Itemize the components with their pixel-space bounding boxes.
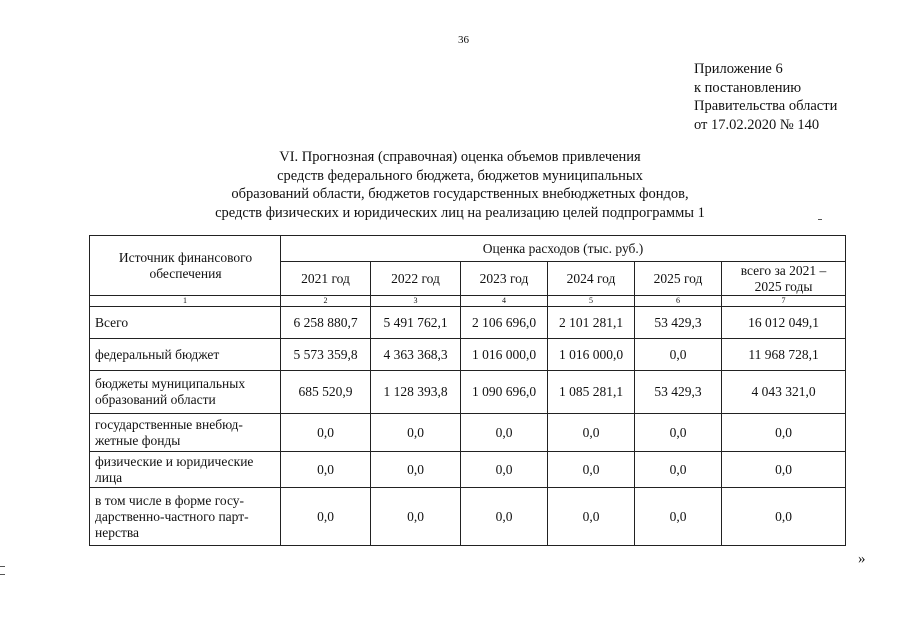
row-label-cell [90,371,281,414]
section-title [190,148,730,222]
title-line: средств физических и юридических лиц на реализацию целей подпрограммы 1 [215,204,705,221]
value-cell: 16 012 049,1 [722,307,846,339]
value-cell: 0,0 [548,488,635,546]
row-label-line: физические и юридические [95,453,254,469]
appendix-block [694,60,837,134]
value-cell: 2 106 696,0 [461,307,548,339]
budget-table [89,235,846,546]
value-cell: 0,0 [722,414,846,452]
row-label-line: бюджеты муниципальных [95,376,246,391]
row-label-cell [90,488,281,546]
total-header-line: всего за 2021 – [740,262,827,278]
value-cell: 5 491 762,1 [371,307,461,339]
source-header-cell [90,236,281,296]
appendix-line: Правительства области [694,98,838,114]
margin-mark [0,566,5,567]
value-cell: 11 968 728,1 [722,339,846,371]
row-label-line: лица [95,469,123,485]
value-cell: 0,0 [635,452,722,488]
header-row [90,236,846,262]
page-number: 36 [458,34,469,46]
scan-tick-mark [818,219,822,220]
title-line: VI. Прогнозная (справочная) оценка объемов привлечения [279,149,641,165]
year-header-cell: 2023 год [461,262,548,296]
title-line: средств федерального бюджета, бюджетов муниципальных [277,167,643,184]
value-cell: 0,0 [722,488,846,546]
value-cell: 5 573 359,8 [281,339,371,371]
row-label-line: жетные фонды [95,432,181,448]
value-cell: 0,0 [281,488,371,546]
column-number-cell: 7 [722,296,846,307]
column-number-cell: 2 [281,296,371,307]
value-cell: 0,0 [722,452,846,488]
row-label-line: государственные внебюд- [95,416,243,432]
value-cell: 0,0 [635,414,722,452]
value-cell: 1 090 696,0 [461,371,548,414]
column-number-cell: 5 [548,296,635,307]
value-cell: 0,0 [461,488,548,546]
year-header-cell: 2022 год [371,262,461,296]
value-cell: 6 258 880,7 [281,307,371,339]
value-cell: 0,0 [371,488,461,546]
value-cell: 0,0 [371,414,461,452]
value-cell: 0,0 [548,414,635,452]
closing-quote: » [858,551,866,567]
margin-mark [0,574,5,575]
value-cell: 0,0 [461,414,548,452]
table-row [90,371,846,414]
row-label-line: Всего [95,314,129,330]
title-line: образований области, бюджетов государственных внебюджетных фондов, [231,186,689,202]
row-label-cell [90,414,281,452]
total-header-cell [722,262,846,296]
column-number-cell: 3 [371,296,461,307]
column-number-cell: 6 [635,296,722,307]
table-row [90,452,846,488]
appendix-line: от 17.02.2020 № 140 [694,116,820,133]
value-cell: 2 101 281,1 [548,307,635,339]
value-cell: 1 016 000,0 [548,339,635,371]
appendix-line: к постановлению [694,79,802,96]
value-cell: 0,0 [461,452,548,488]
estimate-header-cell: Оценка расходов (тыс. руб.) [281,236,846,262]
value-cell: 1 128 393,8 [371,371,461,414]
row-label-line: дарственно-частного парт- [95,508,249,524]
value-cell: 0,0 [281,452,371,488]
row-label-cell [90,339,281,371]
value-cell: 53 429,3 [635,371,722,414]
value-cell: 1 085 281,1 [548,371,635,414]
value-cell: 0,0 [371,452,461,488]
table-row [90,414,846,452]
value-cell: 4 043 321,0 [722,371,846,414]
value-cell: 0,0 [635,339,722,371]
value-cell: 0,0 [548,452,635,488]
year-header-cell: 2025 год [635,262,722,296]
row-label-line: в том числе в форме госу- [95,492,245,508]
year-header-cell: 2024 год [548,262,635,296]
row-label-line: федеральный бюджет [95,346,220,362]
table-row [90,307,846,339]
total-header-line: 2025 годы [754,278,813,294]
column-number-row [90,296,846,307]
column-number-cell: 4 [461,296,548,307]
source-header-line: Источник финансового [118,249,253,265]
table-row [90,488,846,546]
value-cell: 1 016 000,0 [461,339,548,371]
row-label-cell [90,307,281,339]
appendix-line: Приложение 6 [694,61,783,77]
value-cell: 0,0 [281,414,371,452]
column-number-cell: 1 [90,296,281,307]
row-label-line: образований области [95,392,216,407]
table-row [90,339,846,371]
value-cell: 4 363 368,3 [371,339,461,371]
source-header-line: обеспечения [149,265,222,281]
row-label-cell [90,452,281,488]
year-header-cell: 2021 год [281,262,371,296]
value-cell: 685 520,9 [281,371,371,414]
row-label-line: нерства [95,524,140,540]
value-cell: 0,0 [635,488,722,546]
value-cell: 53 429,3 [635,307,722,339]
